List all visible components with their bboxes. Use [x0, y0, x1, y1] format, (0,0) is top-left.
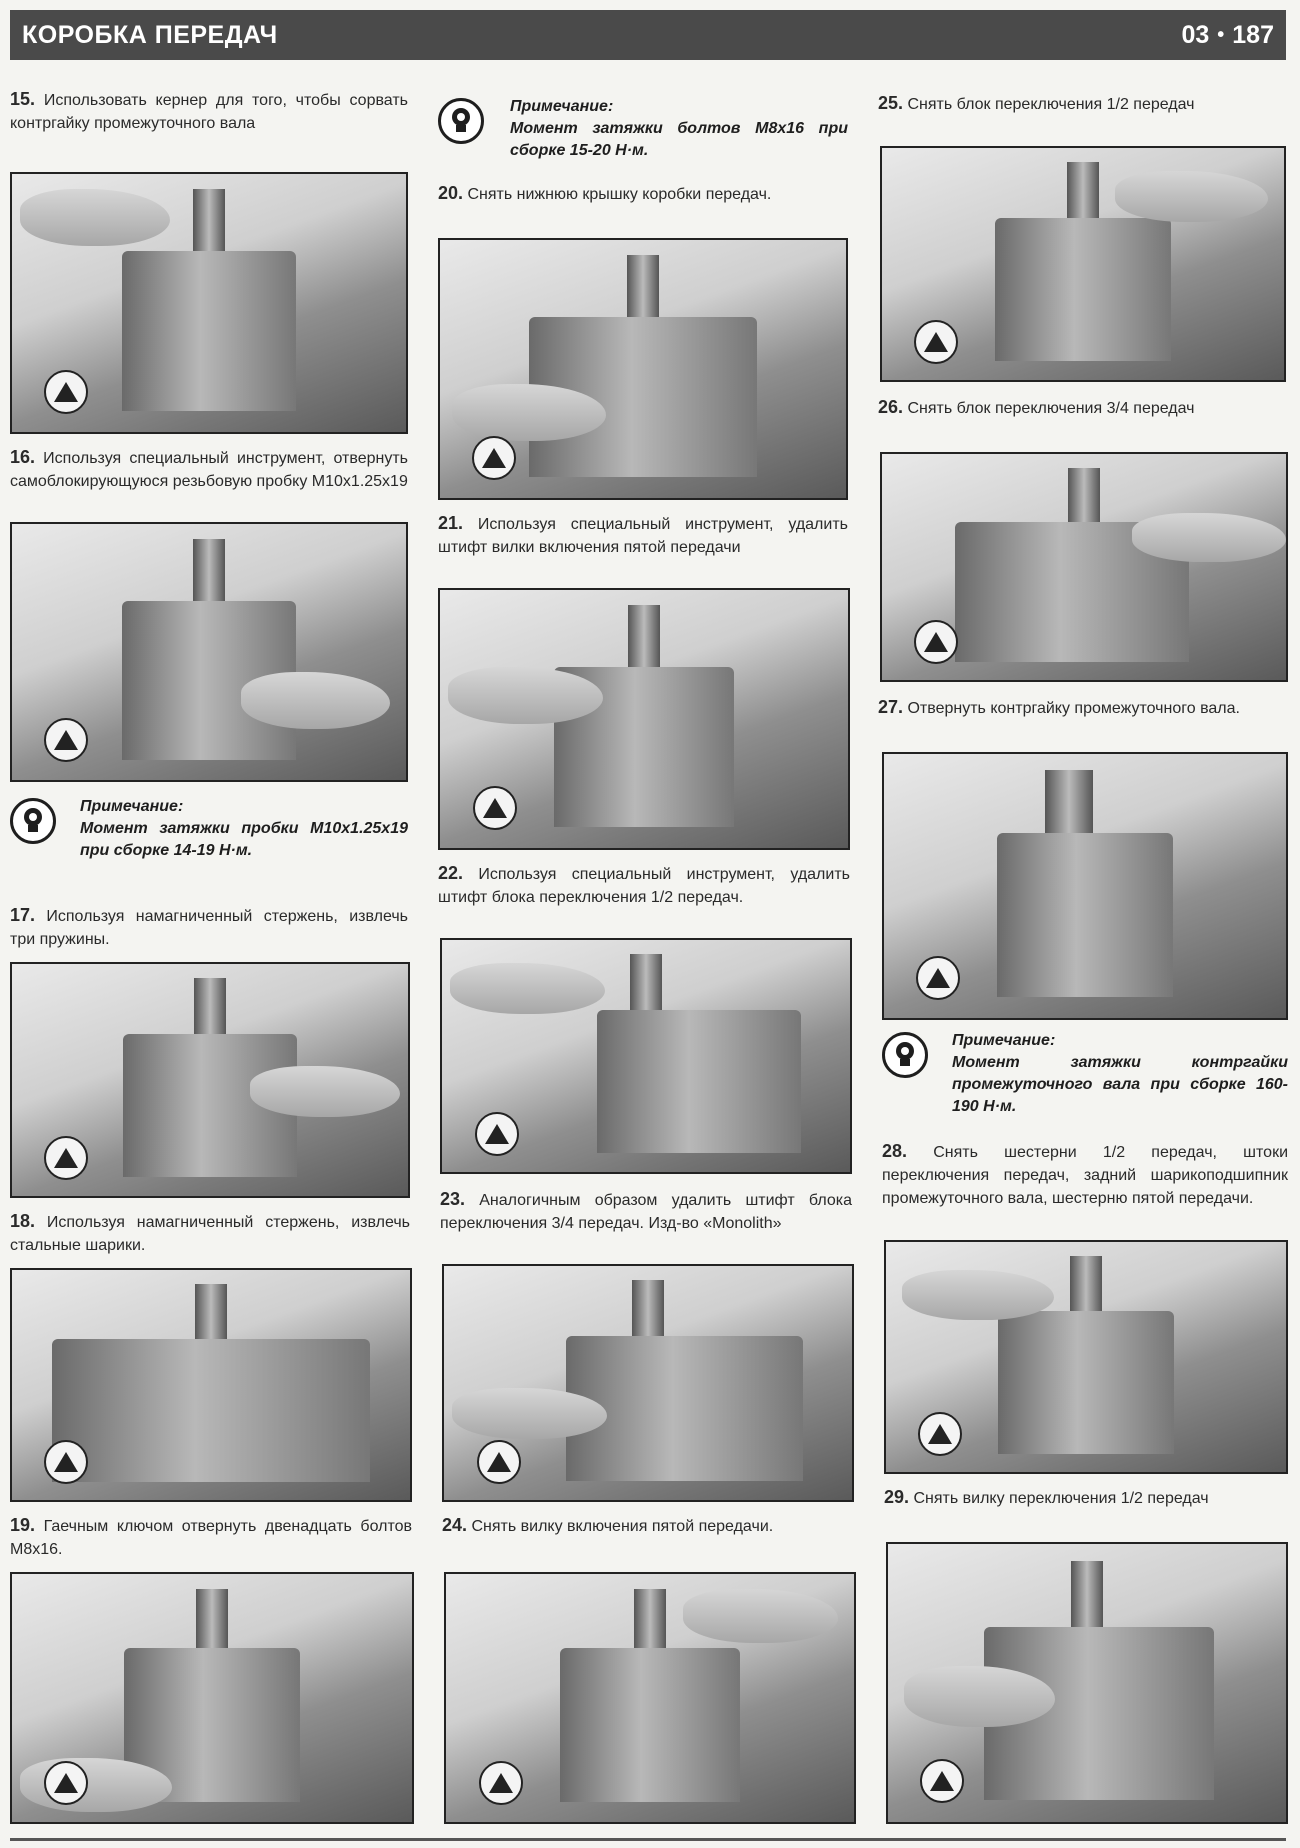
- lightbulb-icon: [882, 1032, 928, 1078]
- step-22: [438, 862, 850, 909]
- publisher-logo-icon: [920, 1759, 964, 1803]
- page-number-block: [1181, 21, 1274, 50]
- note-text: Момент затяжки контргайки промежуточного вала при сборке 160-190 Н·м.: [952, 1054, 1288, 1115]
- section-title: КОРОБКА ПЕРЕДАЧ: [22, 20, 278, 49]
- page-header: [10, 10, 1286, 60]
- step-27: [878, 696, 1286, 720]
- photo-step-21: [438, 588, 850, 850]
- photo-step-22: [440, 938, 852, 1174]
- note-text: Момент затяжки болтов М8х16 при сборке 15-20 Н·м.: [510, 120, 848, 159]
- step-number: 23.: [440, 1189, 466, 1209]
- step-16: [10, 446, 408, 493]
- note-col1: [10, 796, 408, 862]
- step-text: Отвернуть контргайку промежуточного вала.: [907, 700, 1240, 717]
- step-text: Снять блок переключения 1/2 передач: [907, 96, 1195, 113]
- step-number: 17.: [10, 905, 36, 925]
- step-number: 16.: [10, 447, 36, 467]
- photo-step-16: [10, 522, 408, 782]
- note-col2: [438, 96, 848, 162]
- step-number: 22.: [438, 863, 464, 883]
- publisher-logo-icon: [916, 956, 960, 1000]
- step-number: 25.: [878, 93, 904, 113]
- step-number: 26.: [878, 397, 904, 417]
- publisher-logo-icon: [44, 1440, 88, 1484]
- photo-step-28: [884, 1240, 1288, 1474]
- step-number: 15.: [10, 89, 36, 109]
- step-text: Снять нижнюю крышку коробки передач.: [467, 186, 772, 203]
- publisher-logo-icon: [479, 1761, 523, 1805]
- step-19: [10, 1514, 412, 1561]
- step-number: 27.: [878, 697, 904, 717]
- step-text: Снять вилку переключения 1/2 передач: [913, 1490, 1209, 1507]
- publisher-logo-icon: [44, 1136, 88, 1180]
- step-number: 19.: [10, 1515, 36, 1535]
- step-text: Используя специальный инструмент, отвернуть самоблокирующуюся резьбовую пробку М10х1.25х19: [10, 450, 408, 490]
- publisher-logo-icon: [44, 1761, 88, 1805]
- step-text: Используя специальный инструмент, удалить штифт вилки включения пятой передачи: [438, 516, 848, 556]
- publisher-logo-icon: [918, 1412, 962, 1456]
- note-label: Примечание:: [510, 98, 614, 115]
- step-18: [10, 1210, 410, 1257]
- step-25: [878, 92, 1286, 116]
- step-text: Используя специальный инструмент, удалить штифт блока переключения 1/2 передач.: [438, 866, 850, 906]
- publisher-logo-icon: [477, 1440, 521, 1484]
- note-label: Примечание:: [952, 1032, 1056, 1049]
- publisher-logo-icon: [473, 786, 517, 830]
- photo-step-18: [10, 1268, 412, 1502]
- lightbulb-icon: [438, 98, 484, 144]
- photo-step-17: [10, 962, 410, 1198]
- step-17: [10, 904, 408, 951]
- step-26: [878, 396, 1286, 420]
- step-number: 28.: [882, 1141, 908, 1161]
- lightbulb-icon: [10, 798, 56, 844]
- step-24: [442, 1514, 854, 1538]
- photo-step-15: [10, 172, 408, 434]
- step-28: [882, 1140, 1288, 1210]
- separator-dot: •: [1217, 23, 1225, 46]
- step-text: Используя намагниченный стержень, извлечь три пружины.: [10, 908, 408, 948]
- step-29: [884, 1486, 1288, 1510]
- publisher-logo-icon: [472, 436, 516, 480]
- step-number: 29.: [884, 1487, 910, 1507]
- step-text: Снять вилку включения пятой передачи.: [471, 1518, 774, 1535]
- photo-step-20: [438, 238, 848, 500]
- publisher-logo-icon: [475, 1112, 519, 1156]
- step-23: [440, 1188, 852, 1235]
- photo-step-24: [444, 1572, 856, 1824]
- note-text: Момент затяжки пробки М10х1.25х19 при сборке 14-19 Н·м.: [80, 820, 408, 859]
- step-text: Аналогичным образом удалить штифт блока переключения 3/4 передач. Изд-во «Monolith»: [440, 1192, 852, 1232]
- page-number: 187: [1232, 20, 1274, 49]
- photo-step-26: [880, 452, 1288, 682]
- step-text: Снять блок переключения 3/4 передач: [907, 400, 1195, 417]
- step-21: [438, 512, 848, 559]
- step-15: [10, 88, 408, 135]
- step-text: Снять шестерни 1/2 передач, штоки переключения передач, задний шарикоподшипник промежуточного вала, шестерню пятой передачи.: [882, 1144, 1288, 1207]
- publisher-logo-icon: [44, 718, 88, 762]
- note-label: Примечание:: [80, 798, 184, 815]
- photo-step-27: [882, 752, 1288, 1020]
- step-number: 24.: [442, 1515, 468, 1535]
- photo-step-29: [886, 1542, 1288, 1824]
- photo-step-25: [880, 146, 1286, 382]
- step-text: Используя намагниченный стержень, извлечь стальные шарики.: [10, 1214, 410, 1254]
- publisher-logo-icon: [914, 620, 958, 664]
- chapter-number: 03: [1181, 20, 1210, 49]
- footer-rule: [10, 1838, 1286, 1841]
- photo-step-19: [10, 1572, 414, 1824]
- step-number: 21.: [438, 513, 464, 533]
- step-20: [438, 182, 848, 206]
- note-col3: [882, 1030, 1288, 1118]
- step-text: Использовать кернер для того, чтобы сорвать контргайку промежуточного вала: [10, 92, 408, 132]
- step-text: Гаечным ключом отвернуть двенадцать болтов М8х16.: [10, 1518, 412, 1558]
- step-number: 18.: [10, 1211, 36, 1231]
- photo-step-23: [442, 1264, 854, 1502]
- publisher-logo-icon: [44, 370, 88, 414]
- step-number: 20.: [438, 183, 464, 203]
- publisher-logo-icon: [914, 320, 958, 364]
